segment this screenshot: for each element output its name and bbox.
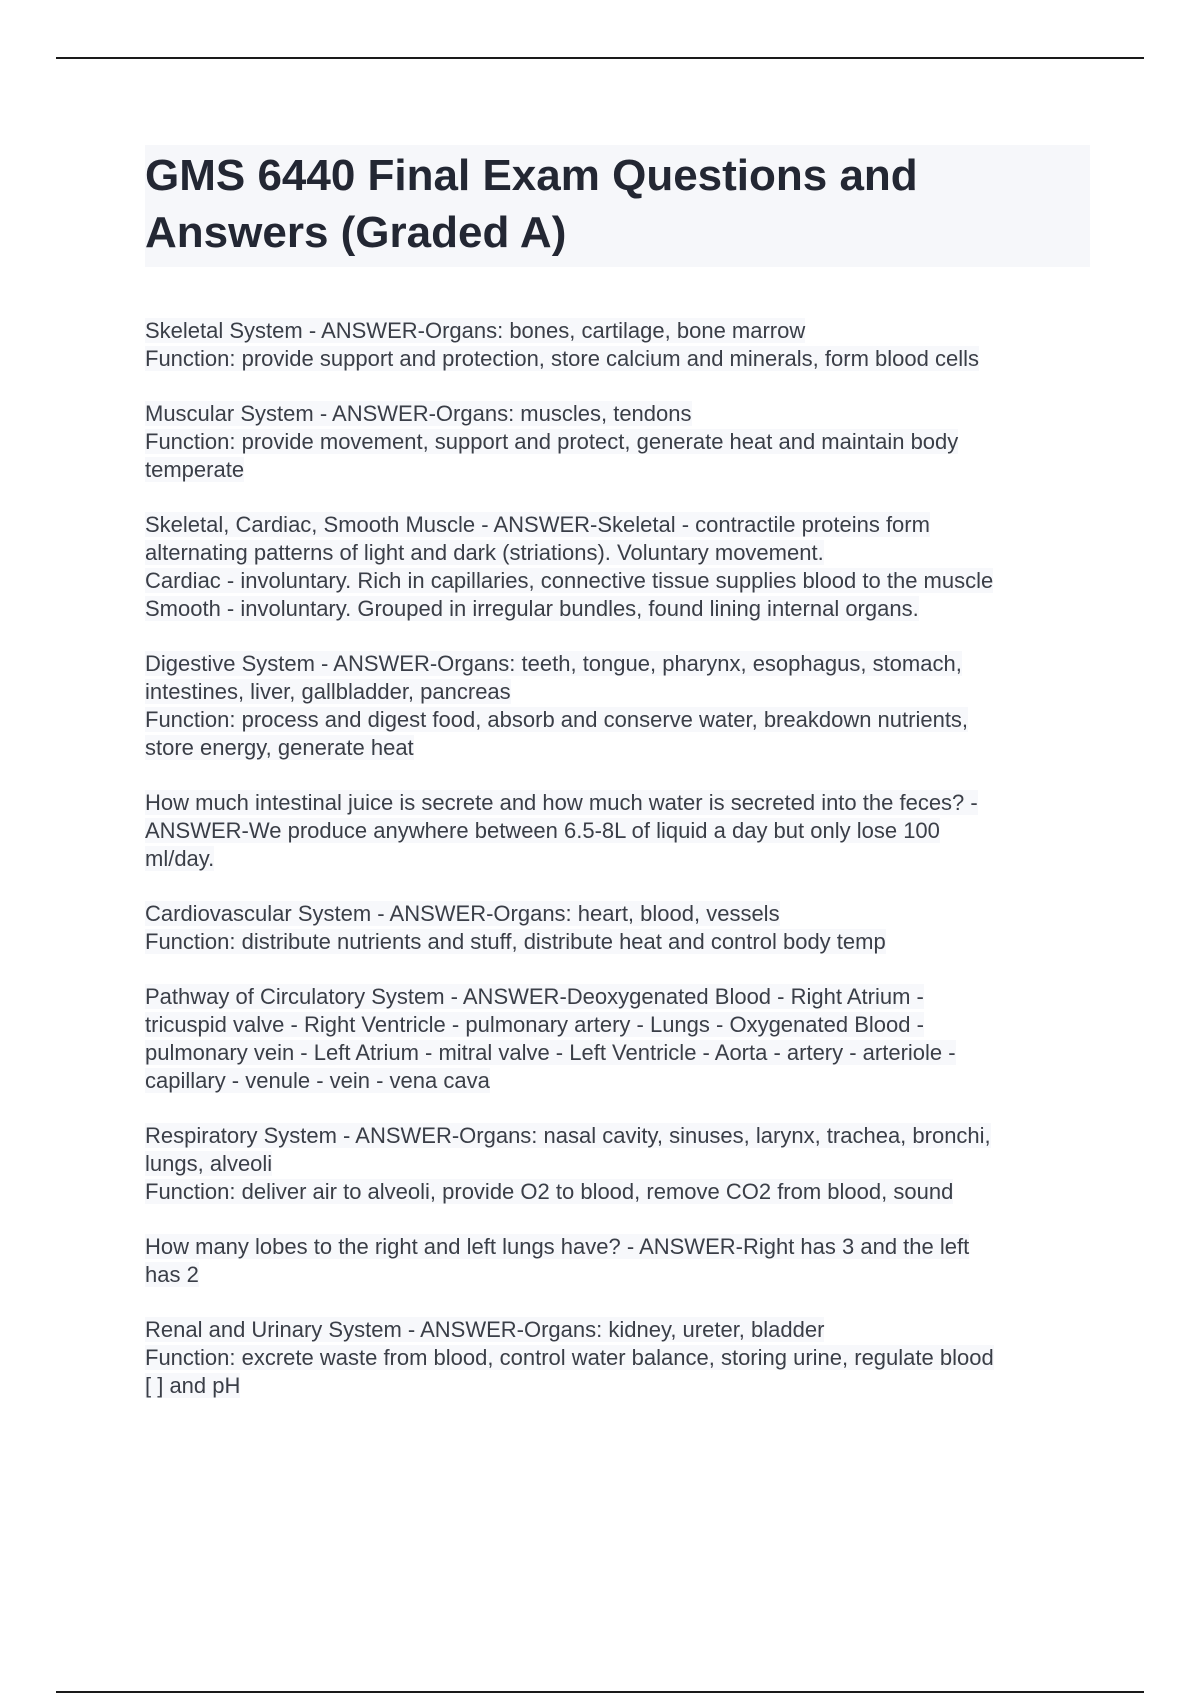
qa-item bbox=[145, 400, 1090, 484]
qa-line-text: Function: deliver air to alveoli, provide O2 to blood, remove CO2 from blood, sound bbox=[145, 1179, 954, 1204]
qa-line bbox=[145, 845, 1090, 873]
qa-line-text: has 2 bbox=[145, 1262, 199, 1287]
qa-line-text: Renal and Urinary System - ANSWER-Organs: kidney, ureter, bladder bbox=[145, 1317, 825, 1342]
qa-line bbox=[145, 1316, 1090, 1344]
qa-line bbox=[145, 1372, 1090, 1400]
qa-line bbox=[145, 400, 1090, 428]
qa-line-text: Respiratory System - ANSWER-Organs: nasal cavity, sinuses, larynx, trachea, bronchi, bbox=[145, 1123, 991, 1148]
qa-line bbox=[145, 650, 1090, 678]
qa-line bbox=[145, 817, 1090, 845]
qa-line-text: capillary - venule - vein - vena cava bbox=[145, 1068, 490, 1093]
qa-line bbox=[145, 317, 1090, 345]
qa-line-text: tricuspid valve - Right Ventricle - pulmonary artery - Lungs - Oxygenated Blood - bbox=[145, 1012, 924, 1037]
qa-line-text: Pathway of Circulatory System - ANSWER-Deoxygenated Blood - Right Atrium - bbox=[145, 984, 924, 1009]
qa-line bbox=[145, 345, 1090, 373]
qa-line-text: Skeletal, Cardiac, Smooth Muscle - ANSWER-Skeletal - contractile proteins form bbox=[145, 512, 930, 537]
qa-line bbox=[145, 706, 1090, 734]
qa-line-text: temperate bbox=[145, 457, 245, 482]
qa-line bbox=[145, 983, 1090, 1011]
qa-line bbox=[145, 567, 1090, 595]
qa-line bbox=[145, 928, 1090, 956]
qa-line bbox=[145, 1178, 1090, 1206]
header-rule bbox=[56, 57, 1144, 59]
qa-item bbox=[145, 1316, 1090, 1400]
qa-line-text: Muscular System - ANSWER-Organs: muscles, tendons bbox=[145, 401, 692, 426]
qa-line bbox=[145, 456, 1090, 484]
qa-line bbox=[145, 789, 1090, 817]
qa-line-text: Function: distribute nutrients and stuff, distribute heat and control body temp bbox=[145, 929, 886, 954]
document-title: GMS 6440 Final Exam Questions and Answers (Graded A) bbox=[145, 151, 918, 257]
qa-list bbox=[145, 317, 1090, 1400]
qa-line-text: store energy, generate heat bbox=[145, 735, 414, 760]
qa-line bbox=[145, 1233, 1090, 1261]
qa-item bbox=[145, 900, 1090, 956]
qa-line-text: ml/day. bbox=[145, 846, 215, 871]
qa-line-text: Cardiovascular System - ANSWER-Organs: heart, blood, vessels bbox=[145, 901, 780, 926]
qa-line bbox=[145, 1150, 1090, 1178]
qa-line-text: How many lobes to the right and left lungs have? - ANSWER-Right has 3 and the left bbox=[145, 1234, 970, 1259]
qa-line-text: ANSWER-We produce anywhere between 6.5-8L of liquid a day but only lose 100 bbox=[145, 818, 940, 843]
qa-line-text: [ ] and pH bbox=[145, 1373, 241, 1398]
footer-rule bbox=[56, 1691, 1144, 1693]
qa-item bbox=[145, 1233, 1090, 1289]
qa-line bbox=[145, 1011, 1090, 1039]
qa-line-text: lungs, alveoli bbox=[145, 1151, 273, 1176]
qa-item bbox=[145, 1122, 1090, 1206]
qa-line-text: alternating patterns of light and dark (striations). Voluntary movement. bbox=[145, 540, 824, 565]
qa-line bbox=[145, 1122, 1090, 1150]
qa-item bbox=[145, 789, 1090, 873]
qa-line bbox=[145, 1344, 1090, 1372]
qa-line bbox=[145, 678, 1090, 706]
qa-item bbox=[145, 511, 1090, 623]
qa-line bbox=[145, 539, 1090, 567]
qa-line-text: Function: process and digest food, absorb and conserve water, breakdown nutrients, bbox=[145, 707, 969, 732]
qa-line-text: Function: excrete waste from blood, control water balance, storing urine, regulate blood bbox=[145, 1345, 994, 1370]
qa-item bbox=[145, 650, 1090, 762]
qa-line bbox=[145, 595, 1090, 623]
document-body bbox=[145, 145, 1090, 1427]
qa-item bbox=[145, 983, 1090, 1095]
qa-line bbox=[145, 1067, 1090, 1095]
qa-line bbox=[145, 428, 1090, 456]
qa-line-text: Cardiac - involuntary. Rich in capillaries, connective tissue supplies blood to the muscle bbox=[145, 568, 994, 593]
qa-line-text: Function: provide movement, support and protect, generate heat and maintain body bbox=[145, 429, 959, 454]
qa-line-text: How much intestinal juice is secrete and how much water is secreted into the feces? - bbox=[145, 790, 978, 815]
qa-line bbox=[145, 900, 1090, 928]
qa-line-text: pulmonary vein - Left Atrium - mitral valve - Left Ventricle - Aorta - artery - arteriole - bbox=[145, 1040, 956, 1065]
qa-line bbox=[145, 1261, 1090, 1289]
qa-line-text: Smooth - involuntary. Grouped in irregular bundles, found lining internal organs. bbox=[145, 596, 919, 621]
title-block bbox=[145, 145, 1090, 267]
qa-item bbox=[145, 317, 1090, 373]
qa-line-text: Function: provide support and protection, store calcium and minerals, form blood cells bbox=[145, 346, 979, 371]
qa-line bbox=[145, 511, 1090, 539]
qa-line-text: Skeletal System - ANSWER-Organs: bones, cartilage, bone marrow bbox=[145, 318, 806, 343]
qa-line-text: Digestive System - ANSWER-Organs: teeth, tongue, pharynx, esophagus, stomach, bbox=[145, 651, 962, 676]
qa-line-text: intestines, liver, gallbladder, pancreas bbox=[145, 679, 511, 704]
qa-line bbox=[145, 734, 1090, 762]
qa-line bbox=[145, 1039, 1090, 1067]
